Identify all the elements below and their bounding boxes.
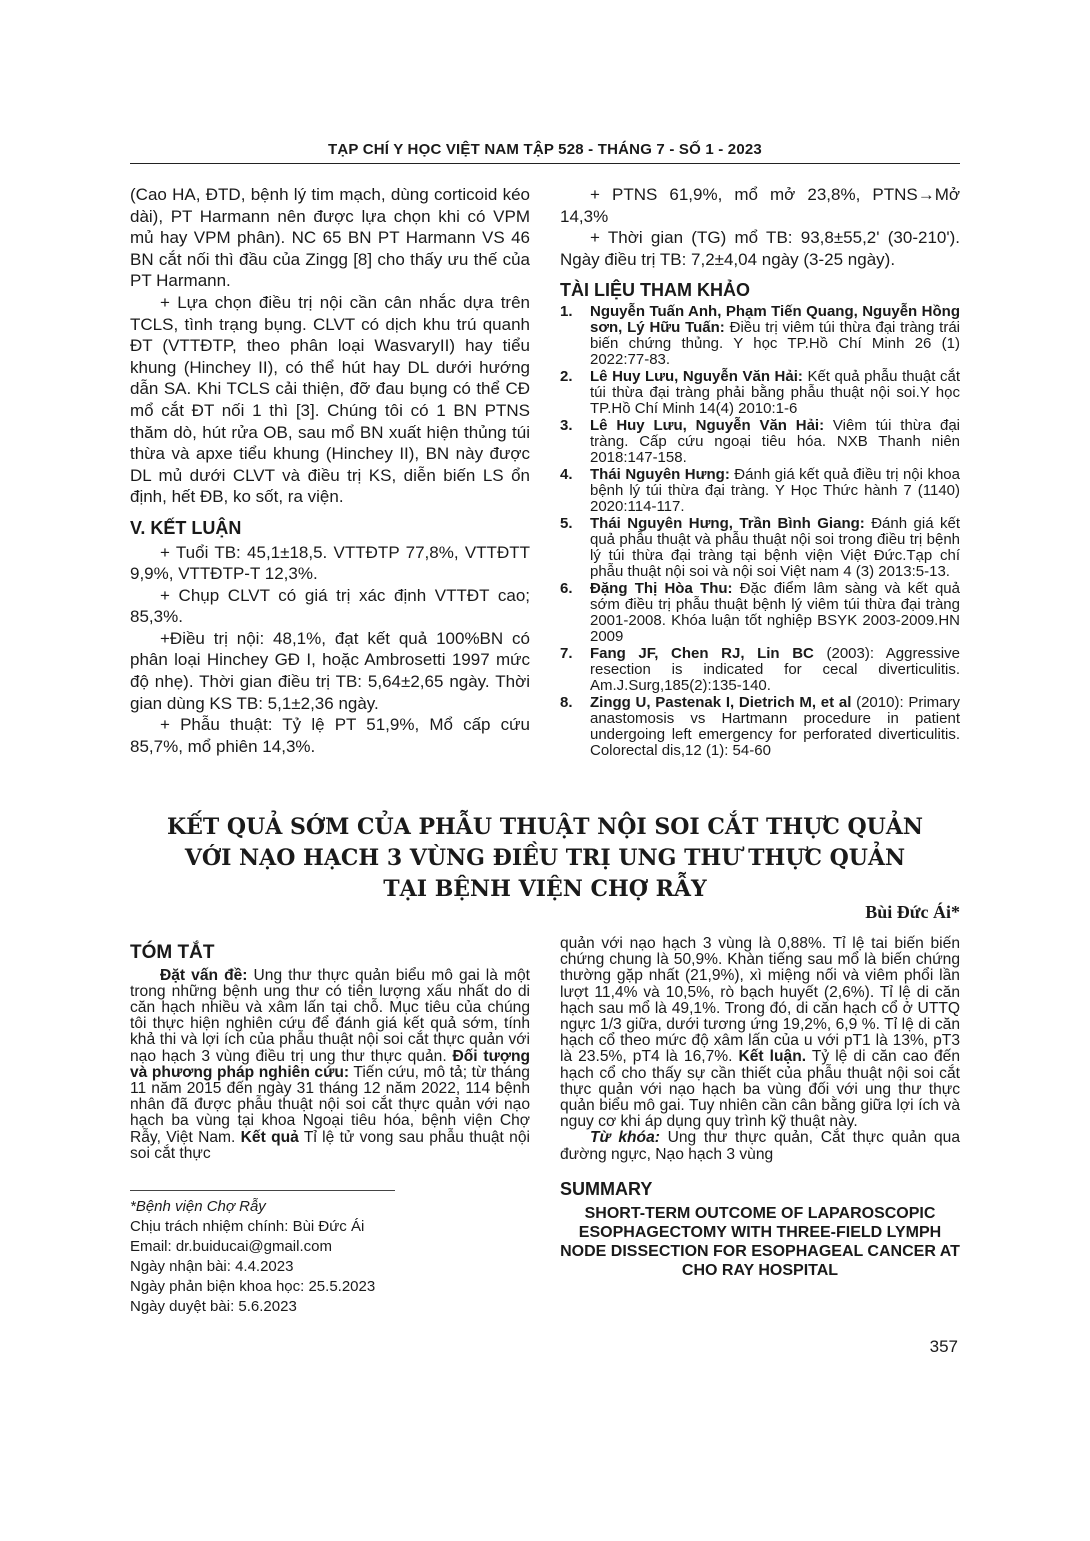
keywords	[560, 1130, 960, 1162]
reference-list	[560, 304, 960, 759]
abstract-label: Kết quả	[240, 1128, 299, 1146]
reference-number: 5.	[560, 514, 573, 532]
reference-number: 4.	[560, 465, 573, 483]
paragraph: + Lựa chọn điều trị nội cần cân nhắc dựa trên TCLS, tình trạng bụng. CLVT có dịch khu trú quanh ĐT (VTTĐTP, theo phân loại WasvaryII) hay tiểu khung (Hinchey II), có thể hút hay DL dưới hướng dẫn SA. Khi TCLS cải thiện, đỡ đau bụng có thể CĐ mổ cắt ĐT nối 1 thì [3]. Chúng tôi có 1 BN PTNS thăm dò, hút rửa OB, sau mổ BN xuất hiện thủng túi thừa và apxe tiểu khung (Hinchey II), BN này được DL mủ dưới CLVT và điều trị KS, diễn biến LS ổn định, hết ĐB, ko sốt, ra viện.	[130, 292, 530, 507]
keywords-text: Ung thư thực quản, Cắt thực quản qua đường ngực, Nạo hạch 3 vùng	[560, 1129, 960, 1163]
right-column-bottom	[560, 936, 960, 1280]
paragraph: (Cao HA, ĐTD, bệnh lý tim mạch, dùng corticoid kéo dài), PT Harmann nên được lựa chọn khi có VPM mủ hay VPM phân). NC 65 BN PT Harmann VS 46 BN cắt nối thì đầu của Zingg [8] cho thấy ưu thế của PT Harmann.	[130, 185, 530, 291]
footnote-affiliation: *Bệnh viện Chợ Rẫy	[130, 1198, 266, 1216]
conclusion-item: + Thời gian (TG) mổ TB: 93,8±55,2' (30-210'). Ngày điều trị TB: 7,2±4,04 ngày (3-25 ngày).	[560, 228, 960, 269]
conclusion-item: + Phẫu thuật: Tỷ lệ PT 51,9%, Mổ cấp cứu 85,7%, mổ phiên 14,3%.	[130, 715, 530, 756]
footnote-rule	[130, 1190, 395, 1191]
header-rule	[130, 163, 960, 164]
reference-item	[560, 418, 960, 466]
reference-authors: Lê Huy Lưu, Nguyễn Văn Hải:	[590, 367, 803, 385]
footnote-email: Email: dr.buiducai@gmail.com	[130, 1238, 332, 1256]
reference-text: (2010): Primary anastomosis vs Hartmann procedure in patient undergoing left emergency for perforated diverticulitis. Colorectal dis,12 (1): 54-60	[590, 693, 960, 759]
reference-text: Điều trị viêm túi thừa đại tràng trái biến chứng thủng. Y học TP.Hồ Chí Minh 26 (1) 2022:77-83.	[590, 318, 960, 368]
abstract-segment: Tỉ lệ tử vong sau phẫu thuật nội soi cắt thực	[130, 1128, 530, 1162]
reference-item	[560, 695, 960, 759]
footnote-reviewed: Ngày phản biện khoa học: 25.5.2023	[130, 1278, 376, 1296]
reference-item	[560, 646, 960, 694]
right-column-top	[560, 184, 960, 760]
reference-number: 7.	[560, 644, 573, 662]
reference-item	[560, 581, 960, 645]
conclusion-item: + PTNS 61,9%, mổ mở 23,8%, PTNS→Mở 14,3%	[560, 185, 960, 226]
abstract-text	[130, 968, 530, 1162]
running-header: TẠP CHÍ Y HỌC VIỆT NAM TẬP 528 - THÁNG 7 - SỐ 1 - 2023	[328, 141, 762, 158]
abstract-segment: Tiến cứu, mô tả; từ tháng 11 năm 2015 đến ngày 31 tháng 12 năm 2022, 114 bệnh nhân đã được phẫu thuật nội soi cắt thực quản với nạo hạch ba vùng tại khoa Ngoại tiêu hóa, bệnh viện Chợ Rẫy, Việt Nam.	[130, 1063, 530, 1146]
abstract-label: Đặt vấn đề:	[160, 966, 248, 984]
keywords-label: Từ khóa:	[590, 1129, 660, 1147]
section-heading-conclusion: V. KẾT LUẬN	[130, 517, 242, 538]
conclusion-item: +Điều trị nội: 48,1%, đạt kết quả 100%BN có phân loại Hinchey GĐ I, hoặc Ambrosetti 1997 mức độ nhẹ). Thời gian điều trị TB: 5,64±2,65 ngày. Thời gian dùng KS TB: 5,1±2,36 ngày.	[130, 628, 530, 713]
section-heading-references: TÀI LIỆU THAM KHẢO	[560, 280, 750, 301]
reference-item	[560, 516, 960, 580]
reference-number: 8.	[560, 693, 573, 711]
reference-authors: Zingg U, Pastenak I, Dietrich M, et al	[590, 693, 852, 711]
reference-text: Kết quả phẫu thuật cắt túi thừa đại tràng phải bằng phẫu thuật nội soi.Y học TP.Hồ Chí Minh 14(4) 2010:1-6	[590, 367, 961, 417]
reference-item	[560, 467, 960, 515]
article-title-line: VỚI NẠO HẠCH 3 VÙNG ĐIỀU TRỊ UNG THƯ THỰC QUẢN	[184, 845, 906, 871]
abstract-segment: quản với nạo hạch 3 vùng là 0,88%. Tỉ lệ tai biến biến chứng chung là 50,9%. Khàn tiếng sau mổ là biến chứng thường gặp nhất (21,9%), xì miệng nối và viêm phổi lần lượt 11,4% và 10,5%, rò bạch huyết (2,6%). Tỉ lệ di căn hạch sau mổ là 49,1%. Trong đó, di căn hạch cổ ở UTTQ ngực 1/3 giữa, dưới tương ứng 19,2%, 6,9 %. Tỉ lệ di căn hạch cổ theo mức độ xâm lấn của u với pT1 là 13%, pT3 là 23.5%, pT4 là 16,7%.	[560, 935, 960, 1066]
article-author: Bùi Đức Ái*	[865, 902, 960, 922]
reference-text: Viêm túi thừa đại tràng. Cấp cứu ngoại tiêu hóa. NXB Thanh niên 2018:147-158.	[590, 416, 961, 466]
footnote-responsible: Chịu trách nhiệm chính: Bùi Đức Ái	[130, 1218, 365, 1236]
reference-authors: Thái Nguyên Hưng, Trần Bình Giang:	[590, 514, 865, 532]
footnote-received: Ngày nhận bài: 4.4.2023	[130, 1258, 294, 1276]
page-number: 357	[929, 1337, 958, 1356]
reference-text: Đánh giá kết quả phẫu thuật và phẫu thuật nội soi trong điều trị bệnh lý túi thừa đại tràng tại bệnh viện Việt Đức.Tạp chí phẫu thuật nội soi và nội soi Việt nam 4 (3) 2013:5-13.	[590, 514, 960, 580]
reference-authors: Fang JF, Chen RJ, Lin BC	[590, 644, 814, 662]
reference-number: 1.	[560, 302, 573, 320]
abstract-label: Kết luận.	[732, 1048, 807, 1066]
left-column-bottom	[130, 936, 530, 1317]
reference-text: (2003): Aggressive resection is indicated for cecal diverticulitis. Am.J.Surg,185(2):135-140.	[590, 644, 960, 694]
reference-item	[560, 369, 960, 417]
abstract-segment: Ung thư thực quản biểu mô gai là một trong những bệnh ung thư có tiên lượng xấu nhất do di căn hạch nhiều và xâm lấn tại chỗ. Mục tiêu của chúng tôi thực hiện nghiên cứu để đánh giá kết quả sớm, tính khả thi và lợi ích của phẫu thuật nội soi cắt thực quản với nạo hạch 3 vùng điều trị ung thư thực quản.	[130, 966, 530, 1065]
left-column-top	[130, 184, 530, 757]
conclusion-item: + Tuổi TB: 45,1±18,5. VTTĐTP 77,8%, VTTĐTT 9,9%, VTTĐTP-T 12,3%.	[130, 542, 530, 584]
reference-text: Đặc điểm lâm sàng và kết quả sớm điều trị phẫu thuật bệnh lý viêm túi thừa đại tràng 2001-2008. Khóa luận tốt nghiệp BSYK 2003-2009.HN 2009	[590, 579, 960, 645]
reference-text: Đánh giá kết quả điều trị nội khoa bệnh lý túi thừa đại tràng. Y Học Thức hành 7 (1140) 2020:114-117.	[590, 465, 960, 515]
summary-title: SHORT-TERM OUTCOME OF LAPAROSCOPIC ESOPHAGECTOMY WITH THREE-FIELD LYMPH NODE DISSECTION FOR ESOPHAGEAL CANCER AT CHO RAY HOSPITAL	[560, 1205, 960, 1280]
reference-authors: Thái Nguyên Hưng:	[590, 465, 730, 483]
summary-heading: SUMMARY	[560, 1178, 653, 1199]
footnote	[130, 1197, 530, 1317]
abstract-segment: Tỷ lệ di căn cao đến hạch cổ cho thấy sự cần thiết của phẫu thuật nội soi cắt thực quản với nạo hạch ba vùng đối với ung thư thực quản biểu mô gai. Tuy nhiên cần cân bằng giữa lợi ích và nguy cơ khi áp dụng quy trình kỹ thuật này.	[560, 1048, 960, 1131]
reference-number: 3.	[560, 416, 573, 434]
abstract-heading: TÓM TẮT	[130, 942, 215, 963]
reference-authors: Nguyễn Tuấn Anh, Phạm Tiến Quang, Nguyễn Hồng sơn, Lý Hữu Tuấn:	[590, 302, 960, 336]
article-title-line: KẾT QUẢ SỚM CỦA PHẪU THUẬT NỘI SOI CẮT THỰC QUẢN	[166, 814, 924, 840]
conclusion-item: + Chụp CLVT có giá trị xác định VTTĐT cao; 85,3%.	[130, 585, 530, 627]
footnote-accepted: Ngày duyệt bài: 5.6.2023	[130, 1298, 297, 1316]
abstract-label: Đối tượng và phương pháp nghiên cứu:	[130, 1047, 531, 1081]
reference-number: 2.	[560, 367, 573, 385]
reference-number: 6.	[560, 579, 573, 597]
reference-authors: Lê Huy Lưu, Nguyễn Văn Hải:	[590, 416, 825, 434]
abstract-text	[560, 936, 960, 1130]
reference-authors: Đặng Thị Hòa Thu:	[590, 579, 733, 597]
article-title-line: TẠI BỆNH VIỆN CHỢ RẪY	[383, 876, 707, 902]
article-title	[130, 812, 960, 905]
reference-item	[560, 304, 960, 368]
